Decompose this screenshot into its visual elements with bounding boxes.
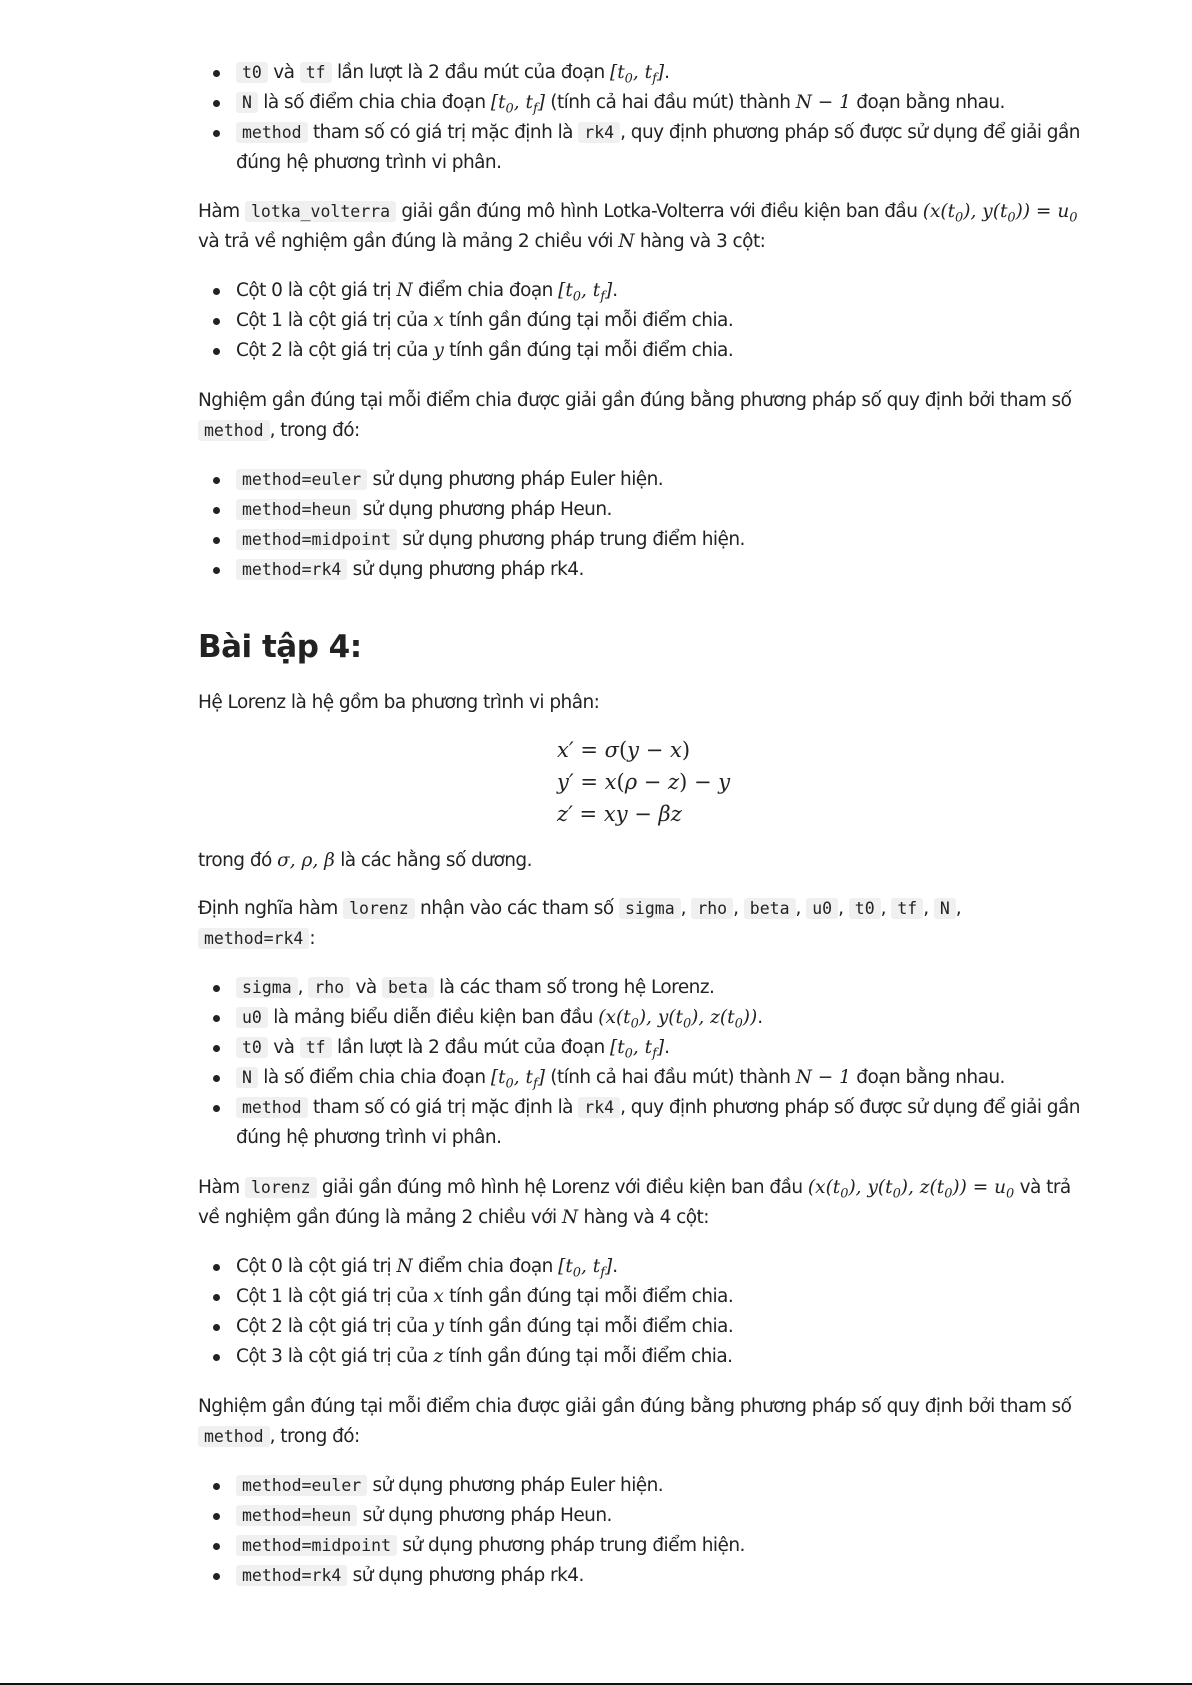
text-run: . (664, 1037, 670, 1058)
bullet-dot (213, 477, 220, 484)
inline-math: [$t_0$, $t_f$] (609, 1037, 665, 1062)
inline-math: x (433, 310, 444, 331)
text-run: và trả về nghiệm gần đúng là mảng 2 chiều với (198, 231, 619, 252)
column-bullet (236, 277, 618, 305)
inline-code: lorenz (245, 1177, 317, 1198)
text-run: sử dụng phương pháp Heun. (357, 1505, 612, 1526)
inline-code: t0 (236, 1037, 268, 1058)
inline-math: σ, ρ, β (277, 850, 335, 871)
text-run: (tính cả hai đầu mút) thành (544, 92, 796, 113)
text-run: Cột 1 là cột giá trị của (236, 1286, 434, 1307)
column-bullet (236, 307, 733, 335)
text-run: , (838, 898, 849, 919)
method-bullet (236, 466, 663, 494)
inline-math: N (561, 1207, 579, 1228)
text-run: Hàm (198, 1177, 245, 1198)
inline-math: [$t_0$, $t_f$] (558, 280, 613, 305)
bullet-dot (213, 567, 220, 574)
bullet-dot (213, 985, 220, 992)
method-bullet (236, 1502, 612, 1530)
text-run: , trong đó: (269, 420, 360, 441)
bullet-dot (213, 1075, 220, 1082)
paragraph-line (198, 387, 1071, 415)
method-bullet (236, 556, 584, 584)
bullet-dot (213, 1543, 220, 1550)
text-run: là số điểm chia chia đoạn (257, 1067, 491, 1088)
inline-code: method (198, 1426, 270, 1447)
text-run: , (923, 898, 934, 919)
inline-code: method=heun (236, 1505, 357, 1526)
inline-code: tf (300, 1037, 332, 1058)
inline-math: [$t_0$, $t_f$] (609, 62, 665, 87)
inline-code: lotka_volterra (245, 201, 396, 222)
param-bullet (236, 89, 1005, 117)
text-run: là các tham số trong hệ Lorenz. (433, 977, 715, 998)
paragraph-line (198, 1174, 1071, 1202)
inline-code: beta (382, 977, 434, 998)
text-run: . (664, 62, 670, 83)
text-run: sử dụng phương pháp trung điểm hiện. (397, 529, 745, 550)
inline-code: rho (691, 898, 733, 919)
text-run: Nghiệm gần đúng tại mỗi điểm chia được giải gần đúng bằng phương pháp số quy định bởi tham số (198, 1396, 1072, 1417)
text-run: tham số có giá trị mặc định là (307, 1097, 579, 1118)
inline-code: N (236, 92, 258, 113)
inline-code: rk4 (578, 122, 620, 143)
param-bullet (236, 974, 714, 1002)
text-run: , (880, 898, 892, 919)
text-run: , (795, 898, 807, 919)
param-bullet (236, 1064, 1005, 1092)
text-run: đoạn bằng nhau. (850, 1067, 1005, 1088)
bullet-dot (213, 348, 220, 355)
inline-code: method=rk4 (236, 1565, 347, 1586)
inline-math: N (396, 280, 413, 301)
inline-code: method=heun (236, 499, 357, 520)
inline-code: rho (308, 977, 350, 998)
inline-code: t0 (849, 898, 881, 919)
text-run: . (612, 1256, 618, 1277)
method-bullet (236, 1532, 745, 1560)
param-bullet (236, 119, 1080, 147)
inline-math: [$t_0$, $t_f$] (490, 1067, 545, 1092)
paragraph-line (198, 895, 961, 923)
text-run: sử dụng phương pháp trung điểm hiện. (397, 1535, 745, 1556)
text-run: là các hằng số dương. (334, 850, 532, 871)
inline-math: ($x(t_0)$, $y(t_0)$, $z(t_0)$) (598, 1007, 758, 1032)
inline-code: method=euler (236, 1475, 367, 1496)
paragraph-line (198, 198, 1077, 226)
text-run: đoạn bằng nhau. (850, 92, 1005, 113)
bullet-dot (213, 1513, 220, 1520)
inline-code: t0 (236, 62, 268, 83)
text-run: giải gần đúng mô hình Lotka-Volterra với điều kiện ban đầu (396, 201, 923, 222)
inline-code: N (934, 898, 956, 919)
inline-math: N (396, 1256, 413, 1277)
bullet-dot (213, 1264, 220, 1271)
inline-code: method=rk4 (198, 928, 309, 949)
bullet-dot (213, 100, 220, 107)
column-bullet (236, 1253, 618, 1281)
text-run: , (297, 977, 309, 998)
inline-math: N − 1 (795, 92, 851, 113)
text-run: Nghiệm gần đúng tại mỗi điểm chia được giải gần đúng bằng phương pháp số quy định bởi tham số (198, 390, 1072, 411)
inline-code: method (236, 122, 308, 143)
text-run: về nghiệm gần đúng là mảng 2 chiều với (198, 1207, 562, 1228)
text-run: sử dụng phương pháp rk4. (347, 1565, 584, 1586)
text-run: tham số có giá trị mặc định là (307, 122, 579, 143)
bullet-dot (213, 70, 220, 77)
text-run: . (612, 280, 618, 301)
text-run: , (955, 898, 962, 919)
text-run: sử dụng phương pháp rk4. (347, 559, 584, 580)
bullet-dot (213, 1105, 220, 1112)
bullet-dot (213, 288, 220, 295)
text-run: và trả (1014, 1177, 1071, 1198)
text-run: , quy định phương pháp số được sử dụng để giải gần (620, 1097, 1080, 1118)
inline-math: x (433, 1286, 444, 1307)
text-run: (tính cả hai đầu mút) thành (544, 1067, 796, 1088)
text-run: . (757, 1007, 763, 1028)
bullet-dot (213, 1294, 220, 1301)
method-bullet (236, 496, 612, 524)
lorenz-equation-x: x′ = σ(y − x) (557, 738, 691, 762)
text-run: hàng và 3 cột: (634, 231, 766, 252)
text-run: điểm chia đoạn (412, 1256, 559, 1277)
bullet-dot (213, 1354, 220, 1361)
text-run: tính gần đúng tại mỗi điểm chia. (443, 1286, 734, 1307)
text-run: Hàm (198, 201, 245, 222)
inline-code: tf (891, 898, 923, 919)
param-bullet-wrap: đúng hệ phương trình vi phân. (236, 1127, 502, 1148)
text-run: Cột 3 là cột giá trị của (236, 1346, 434, 1367)
param-bullet-wrap: đúng hệ phương trình vi phân. (236, 152, 502, 173)
text-run: Cột 2 là cột giá trị của (236, 340, 434, 361)
text-run: Cột 1 là cột giá trị của (236, 310, 434, 331)
column-bullet (236, 1343, 732, 1371)
text-run: và (350, 977, 383, 998)
bullet-dot (213, 507, 220, 514)
inline-math: ($x(t_0)$, $y(t_0)) = u_0$ (922, 201, 1078, 226)
text-run: nhận vào các tham số (414, 898, 619, 919)
inline-math: N − 1 (795, 1067, 851, 1088)
text-run: là mảng biểu diễn điều kiện ban đầu (267, 1007, 599, 1028)
text-run: tính gần đúng tại mỗi điểm chia. (443, 310, 734, 331)
inline-code: u0 (236, 1007, 268, 1028)
paragraph-line (198, 1204, 709, 1232)
param-bullet (236, 1094, 1080, 1122)
method-bullet (236, 1562, 584, 1590)
paragraph-line (198, 417, 360, 445)
text-run: trong đó (198, 850, 278, 871)
inline-code: sigma (619, 898, 681, 919)
bullet-dot (213, 537, 220, 544)
param-bullet (236, 1004, 763, 1032)
text-run: điểm chia đoạn (412, 280, 559, 301)
text-run: : (309, 928, 316, 949)
bullet-dot (213, 318, 220, 325)
text-run: lần lượt là 2 đầu mút của đoạn (331, 1037, 610, 1058)
text-run: Cột 0 là cột giá trị (236, 1256, 397, 1277)
text-run: Hệ Lorenz là hệ gồm ba phương trình vi phân: (198, 692, 600, 713)
inline-math: y (433, 340, 444, 361)
inline-math: ($x(t_0)$, $y(t_0)$, $z(t_0)) = u_0$ (807, 1177, 1015, 1202)
bullet-dot (213, 1483, 220, 1490)
bullet-dot (213, 1045, 220, 1052)
text-run: tính gần đúng tại mỗi điểm chia. (443, 1316, 734, 1337)
bullet-dot (213, 130, 220, 137)
inline-code: method=midpoint (236, 1535, 397, 1556)
inline-math: [$t_0$, $t_f$] (490, 92, 545, 117)
inline-math: z (433, 1346, 444, 1367)
text-run: , quy định phương pháp số được sử dụng để giải gần (620, 122, 1080, 143)
text-run: tính gần đúng tại mỗi điểm chia. (443, 1346, 733, 1367)
text-run: Cột 0 là cột giá trị (236, 280, 397, 301)
text-run: lần lượt là 2 đầu mút của đoạn (331, 62, 610, 83)
text-run: , trong đó: (269, 1426, 360, 1447)
column-bullet (236, 337, 733, 365)
param-bullet (236, 1034, 669, 1062)
inline-code: method=euler (236, 469, 367, 490)
inline-code: method=rk4 (236, 559, 347, 580)
paragraph-line (198, 689, 599, 717)
text-run: và (267, 1037, 300, 1058)
method-bullet (236, 1472, 663, 1500)
inline-code: u0 (806, 898, 838, 919)
paragraph-line (198, 925, 315, 953)
text-run: sử dụng phương pháp Euler hiện. (367, 1475, 664, 1496)
text-run: tính gần đúng tại mỗi điểm chia. (443, 340, 734, 361)
inline-math: N (618, 231, 635, 252)
text-run: , (680, 898, 692, 919)
inline-math: y (433, 1316, 444, 1337)
inline-code: method (198, 420, 270, 441)
paragraph-line (198, 1423, 360, 1451)
method-bullet (236, 526, 745, 554)
bullet-dot (213, 1015, 220, 1022)
text-run: sử dụng phương pháp Euler hiện. (367, 469, 664, 490)
param-bullet (236, 59, 669, 87)
column-bullet (236, 1283, 733, 1311)
inline-math: [$t_0$, $t_f$] (558, 1256, 613, 1281)
text-run: Định nghĩa hàm (198, 898, 344, 919)
bullet-dot (213, 1324, 220, 1331)
text-run: là số điểm chia chia đoạn (257, 92, 491, 113)
text-run: và (267, 62, 300, 83)
text-run: hàng và 4 cột: (578, 1207, 709, 1228)
inline-code: N (236, 1067, 258, 1088)
paragraph-line (198, 228, 765, 256)
bullet-dot (213, 1573, 220, 1580)
inline-code: lorenz (343, 898, 415, 919)
inline-code: tf (300, 62, 332, 83)
paragraph-line (198, 847, 532, 875)
text-run: Cột 2 là cột giá trị của (236, 1316, 434, 1337)
column-bullet (236, 1313, 733, 1341)
inline-code: method=midpoint (236, 529, 397, 550)
lorenz-equation-z: z′ = xy − βz (557, 802, 682, 826)
inline-code: rk4 (578, 1097, 620, 1118)
inline-code: method (236, 1097, 308, 1118)
paragraph-line (198, 1393, 1071, 1421)
inline-code: beta (744, 898, 796, 919)
text-run: , (733, 898, 744, 919)
inline-code: sigma (236, 977, 298, 998)
lorenz-equation-y: y′ = x(ρ − z) − y (557, 770, 731, 794)
text-run: sử dụng phương pháp Heun. (357, 499, 612, 520)
section-heading-bai-tap-4: Bài tập 4: (198, 629, 362, 665)
text-run: giải gần đúng mô hình hệ Lorenz với điều kiện ban đầu (316, 1177, 808, 1198)
